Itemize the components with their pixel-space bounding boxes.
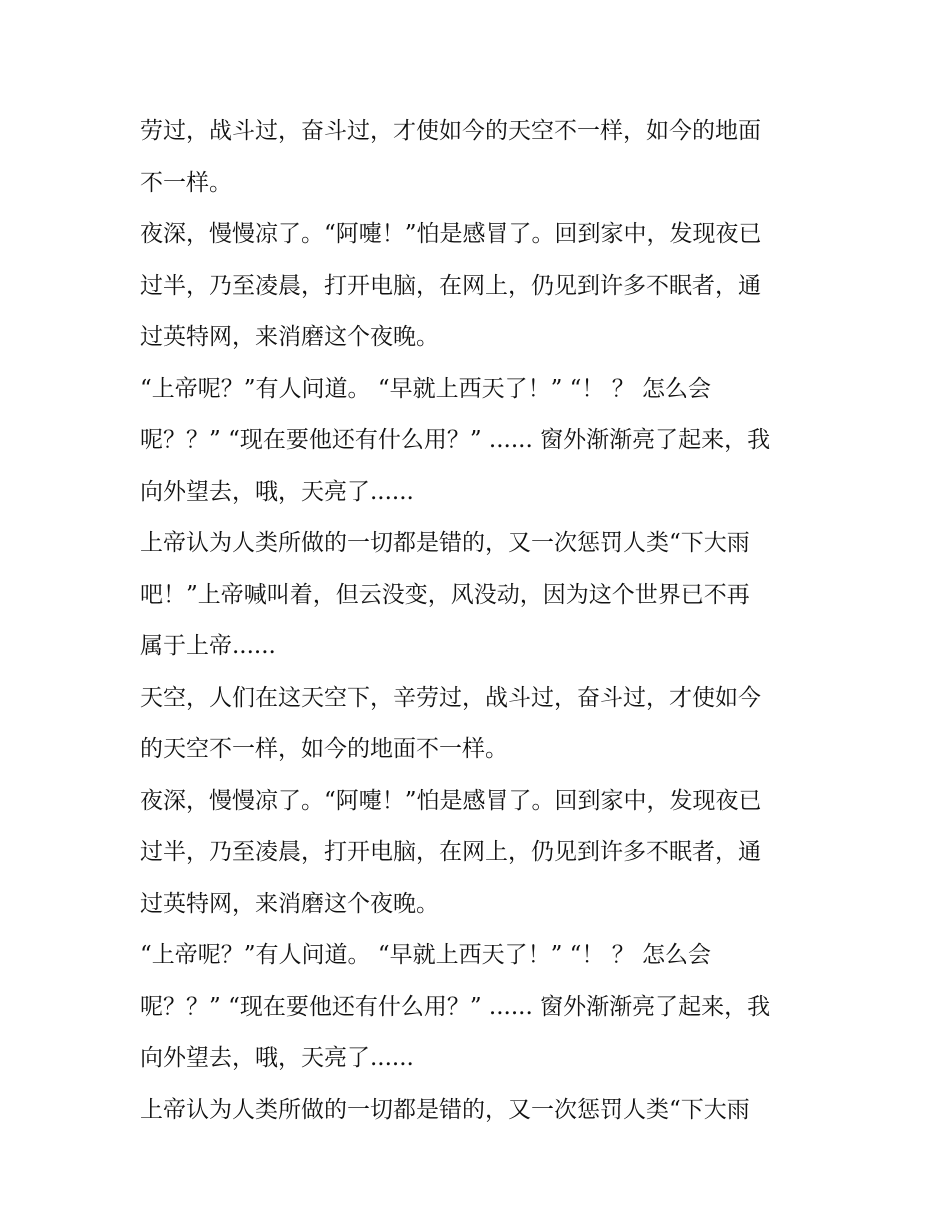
text-line: 不一样。 bbox=[140, 169, 232, 196]
text-line: 吧！”上帝喊叫着，但云没变，风没动，因为这个世界已不再 bbox=[140, 581, 750, 608]
text-line: 上帝认为人类所做的一切都是错的，又一次惩罚人类“下大雨 bbox=[140, 1096, 750, 1123]
text-line: 过英特网，来消磨这个夜晚。 bbox=[140, 324, 439, 350]
text-line: 上帝认为人类所做的一切都是错的，又一次惩罚人类“下大雨 bbox=[140, 530, 750, 556]
text-line: 过半，乃至凌晨，打开电脑，在网上，仍见到许多不眠者，通 bbox=[140, 272, 761, 299]
text-line: 过半，乃至凌晨，打开电脑，在网上，仍见到许多不眠者，通 bbox=[140, 839, 761, 865]
text-line: 劳过，战斗过，奋斗过，才使如今的天空不一样，如今的地面 bbox=[140, 118, 761, 144]
text-line: 呢？？” “现在要他还有什么用？” ...... 窗外渐渐亮了起来，我 bbox=[140, 993, 771, 1020]
text-line: 属于上帝...... bbox=[140, 633, 276, 659]
text-line: 的天空不一样，如今的地面不一样。 bbox=[140, 736, 508, 762]
text-line: 向外望去，哦，天亮了...... bbox=[140, 478, 414, 505]
body-text bbox=[140, 106, 830, 1136]
text-line: 呢？？” “现在要他还有什么用？” ...... 窗外渐渐亮了起来，我 bbox=[140, 427, 771, 453]
text-line: “上帝呢？”有人问道。 “早就上西天了！” “！ ？ 怎么会 bbox=[140, 375, 712, 402]
text-line: 天空，人们在这天空下，辛劳过，战斗过，奋斗过，才使如今 bbox=[140, 684, 761, 711]
text-line: 过英特网，来消磨这个夜晚。 bbox=[140, 890, 439, 917]
text-line: 夜深，慢慢凉了。“阿嚏！”怕是感冒了。回到家中，发现夜已 bbox=[140, 221, 762, 247]
text-line: “上帝呢？”有人问道。 “早就上西天了！” “！ ？ 怎么会 bbox=[140, 942, 712, 968]
text-line: 向外望去，哦，天亮了...... bbox=[140, 1045, 414, 1071]
text-line: 夜深，慢慢凉了。“阿嚏！”怕是感冒了。回到家中，发现夜已 bbox=[140, 787, 762, 814]
